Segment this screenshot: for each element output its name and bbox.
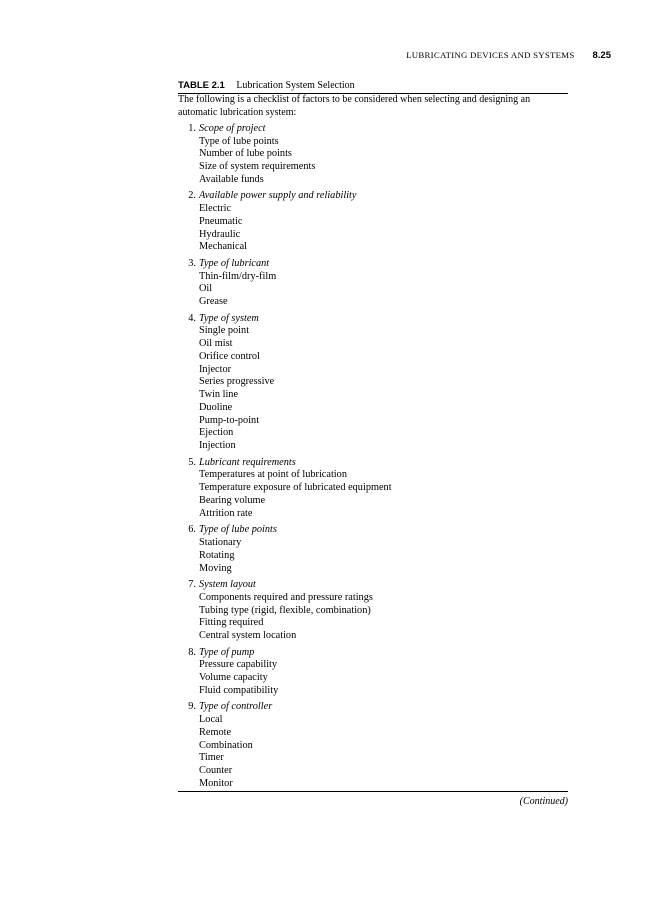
subitem: Bearing volume: [199, 494, 266, 506]
subitem-list: [199, 537, 568, 575]
page-header: [178, 45, 611, 63]
table-label: TABLE 2.1: [178, 80, 225, 91]
checklist: [178, 123, 568, 791]
item-heading: Type of lube points: [199, 524, 277, 536]
subitem: Volume capacity: [199, 672, 268, 684]
checklist-item: [178, 457, 568, 521]
page-number: 8.25: [592, 50, 611, 61]
item-number: 2.: [188, 190, 196, 202]
item-heading: Type of pump: [199, 646, 255, 658]
checklist-item: [178, 258, 568, 309]
subitem: Ejection: [199, 427, 234, 439]
subitem: Counter: [199, 765, 233, 777]
subitem: Oil: [199, 283, 213, 295]
checklist-item: [178, 123, 568, 187]
subitem: Mechanical: [199, 241, 248, 253]
item-heading: System layout: [199, 579, 256, 591]
continued-note: (Continued): [519, 795, 568, 807]
item-number: 8.: [188, 646, 196, 658]
subitem: Electric: [199, 203, 232, 215]
subitem: Injector: [199, 363, 232, 375]
running-title: LUBRICATING DEVICES AND SYSTEMS: [406, 50, 575, 60]
item-heading: Available power supply and reliability: [199, 190, 357, 202]
item-heading: Type of controller: [199, 701, 273, 713]
table-caption: [178, 79, 568, 93]
item-number: 9.: [188, 701, 196, 713]
item-number: 3.: [188, 257, 196, 269]
subitem-list: [199, 714, 568, 791]
item-number: 4.: [188, 312, 196, 324]
subitem: Combination: [199, 739, 253, 751]
subitem: Orifice control: [199, 350, 260, 362]
subitem: Single point: [199, 325, 250, 337]
subitem: Temperature exposure of lubricated equipment: [199, 482, 392, 494]
subitem: Monitor: [199, 777, 233, 789]
item-number: 1.: [188, 122, 196, 134]
subitem: Size of system requirements: [199, 161, 316, 173]
checklist-item: [178, 190, 568, 254]
subitem-list: [199, 659, 568, 697]
subitem-list: [199, 136, 568, 187]
bottom-rule: [178, 791, 568, 792]
subitem: Twin line: [199, 389, 239, 401]
subitem: Injection: [199, 440, 236, 452]
subitem: Grease: [199, 296, 228, 308]
item-number: 5.: [188, 456, 196, 468]
subitem: Pneumatic: [199, 215, 243, 227]
subitem: Duoline: [199, 401, 233, 413]
checklist-item: [178, 313, 568, 453]
table-title: Lubrication System Selection: [236, 80, 355, 91]
subitem: Remote: [199, 726, 232, 738]
checklist-item: [178, 647, 568, 698]
subitem: Thin-film/dry-film: [199, 270, 277, 282]
subitem: Local: [199, 714, 223, 726]
item-number: 7.: [188, 579, 196, 591]
subitem: Number of lube points: [199, 148, 292, 160]
item-heading: Lubricant requirements: [199, 456, 296, 468]
subitem: Central system location: [199, 630, 297, 642]
subitem-list: [199, 592, 568, 643]
subitem: Moving: [199, 562, 232, 574]
item-heading: Type of system: [199, 312, 259, 324]
checklist-item: [178, 701, 568, 790]
subitem: Attrition rate: [199, 507, 253, 519]
checklist-item: [178, 524, 568, 575]
subitem: Oil mist: [199, 338, 233, 350]
item-number: 6.: [188, 524, 196, 536]
subitem: Temperatures at point of lubrication: [199, 469, 347, 481]
subitem: Pressure capability: [199, 659, 278, 671]
subitem-list: [199, 469, 568, 520]
subitem-list: [199, 271, 568, 309]
subitem: Fluid compatibility: [199, 684, 279, 696]
subitem: Series progressive: [199, 376, 275, 388]
subitem: Fitting required: [199, 617, 264, 629]
subitem: Type of lube points: [199, 135, 279, 147]
item-heading: Scope of project: [199, 122, 266, 134]
subitem: Pump-to-point: [199, 414, 260, 426]
subitem: Tubing type (rigid, flexible, combination): [199, 604, 371, 616]
subitem: Available funds: [199, 173, 264, 185]
intro-paragraph: The following is a checklist of factors to be considered when selecting and designing an automatic lubrication system:: [178, 94, 531, 118]
item-heading: Type of lubricant: [199, 257, 270, 269]
subitem-list: [199, 203, 568, 254]
table-content: [178, 79, 568, 808]
subitem: Components required and pressure ratings: [199, 591, 373, 603]
subitem: Timer: [199, 752, 224, 764]
subitem-list: [199, 325, 568, 453]
subitem: Hydraulic: [199, 228, 241, 240]
checklist-item: [178, 579, 568, 643]
subitem: Rotating: [199, 549, 235, 561]
subitem: Stationary: [199, 537, 242, 549]
